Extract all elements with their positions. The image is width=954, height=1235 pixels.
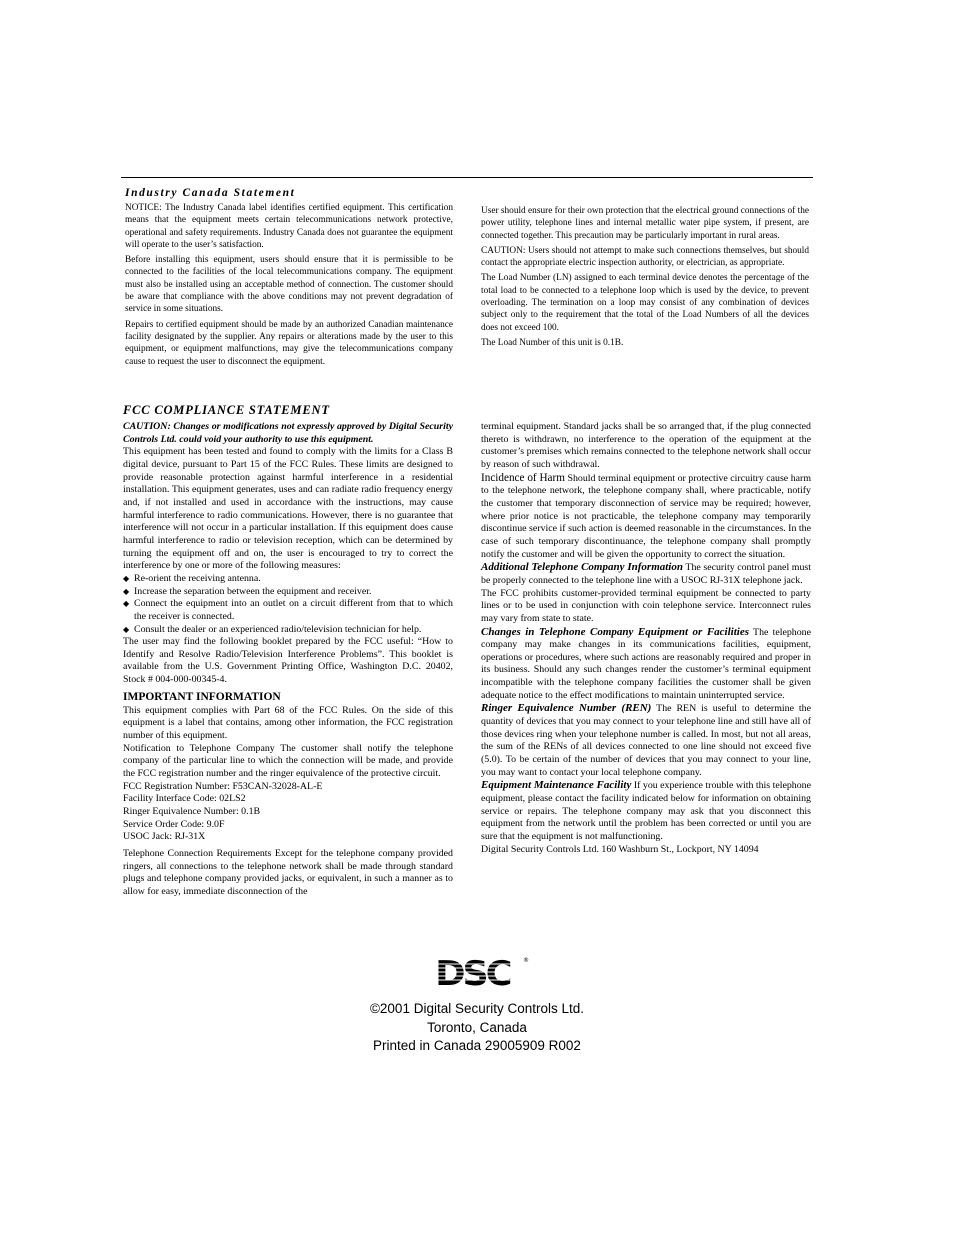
diamond-bullet-icon: ◆ (123, 624, 130, 634)
ic-paragraph: CAUTION: Users should not attempt to make such connections themselves, but should contact the appropriate electric inspection authority, or electrician, as appropriate. (481, 245, 809, 269)
fcc-caution: CAUTION: Changes or modifications not expressly approved by Digital Security Controls Ltd. could void your authority to use this equipment. (123, 421, 453, 445)
spec-line: USOC Jack: RJ-31X (123, 831, 206, 843)
connection-requirements-continued: terminal equipment. Standard jacks shall be so arranged that, if the plug connected thereto is withdrawn, no interference to the operation of the equipment at the customer’s premises which remains connected to the telephone network shall occur by reason of such withdrawal. (481, 421, 811, 470)
ic-paragraph: The Load Number (LN) assigned to each terminal device denotes the percentage of the total load to be connected to a telephone loop which is used by the device, to prevent overloading. The termination on a loop may consist of any combination of devices subject only to the requirement that the total of the Load Numbers of all the devices does not exceed 100. (481, 273, 809, 333)
location-line: Toronto, Canada (427, 1019, 527, 1035)
diamond-bullet-icon: ◆ (123, 599, 130, 609)
measures-list (123, 573, 453, 636)
additional-info-paragraph: Additional Telephone Company Information The security control panel must be properly connected to the telephone line with a USOC RJ-31X telephone jack. (481, 561, 811, 586)
address-line: Digital Security Controls Ltd. 160 Washburn St., Lockport, NY 14094 (481, 843, 759, 855)
ic-paragraph: Repairs to certified equipment should be made by an authorized Canadian maintenance facility designated by the supplier. Any repairs or alterations made by the user to this equipment, or equipment malfunctions, may give the telecommunications company cause to request the user to disconnect the equipment. (125, 319, 453, 367)
list-item: ◆ Increase the separation between the equipment and receiver. (123, 585, 372, 597)
additional-info-title: Additional Telephone Company Information (481, 561, 683, 574)
changes-paragraph: Changes in Telephone Company Equipment or Facilities The telephone company may make changes in its communications facilities, equipment, operations or procedures, where such actions are reasonably required and proper in its business. Should any such changes render the customer’s terminal equipment incompatible with the telephone company facilities the customer shall be given adequate notice to the effect modifications to maintain uninterrupted service. (481, 625, 811, 701)
fcc-booklet: The user may find the following booklet prepared by the FCC useful: “How to Identify and Resolve Radio/Television Interference Problems”. This booklet is available from the U.S. Government Printing Office, Washington D.C. 20402, Stock # 004-000-00345-4. (123, 636, 453, 686)
industry-canada-left-column (125, 187, 453, 371)
list-item: ◆ Re-orient the receiving antenna. (123, 572, 261, 584)
ic-paragraph: Before installing this equipment, users should ensure that it is permissible to be connected to the facilities of the local telecommunications company. The equipment must also be installed using an acceptable method of connection. The customer should be aware that compliance with the above conditions may not prevent degradation of service in some situations. (125, 255, 453, 315)
list-item: ◆ Consult the dealer or an experienced radio/television technician for help. (123, 623, 422, 635)
logo-text: DSC (435, 954, 510, 990)
ic-paragraph: The Load Number of this unit is 0.1B. (481, 337, 624, 348)
diamond-bullet-icon: ◆ (123, 586, 130, 596)
connection-requirements-paragraph: Telephone Connection Requirements Except for the telephone company provided ringers, all connections to the telephone network shall be made through standard plugs and telephone company provided jacks, or equivalent, in such a manner as to allow for easy, immediate disconnection of the (123, 848, 453, 897)
diamond-bullet-icon: ◆ (123, 573, 130, 583)
industry-canada-heading: Industry Canada Statement (125, 187, 296, 199)
fcc-right-column (481, 421, 811, 856)
incidence-of-harm-paragraph: Incidence of Harm Should terminal equipment or protective circuitry cause harm to the telephone network, the telephone company shall, where practicable, notify the customer that temporary disconnection of service may be required; however, where prior notice is not practicable, the telephone company may temporarily discontinue service if such action is deemed reasonable in the circumstances. In the case of such temporary discontinuance, the telephone company shall promptly notify the customer and will be given the opportunity to correct the situation. (481, 471, 811, 560)
changes-title: Changes in Telephone Company Equipment or Facilities (481, 625, 749, 638)
copyright-line: ©2001 Digital Security Controls Ltd. (369, 1001, 585, 1016)
spec-line: FCC Registration Number: F53CAN-32028-AL-E (123, 780, 323, 792)
fcc-intro: This equipment has been tested and found to comply with the limits for a Class B digital device, pursuant to Part 15 of the FCC Rules. These limits are designed to provide reasonable protection against harmful interference in a residential installation. This equipment generates, uses and can radiate radio frequency energy and, if not installed and used in accordance with the instructions, may cause harmful interference to radio communications. However, there is no guarantee that interference will not occur in a particular installation. If this equipment does cause harmful interference to radio or television reception, which can be determined by turning the equipment off and on, the user is encouraged to try to correct the interference by one or more of the following measures: (123, 446, 453, 572)
maintenance-title: Equipment Maintenance Facility (481, 779, 632, 792)
printed-line: Printed in Canada 29005909 R002 (373, 1038, 581, 1053)
spec-line: Facility Interface Code: 02LS2 (123, 793, 246, 805)
footer (0, 1000, 954, 1056)
notification-paragraph: Notification to Telephone Company The customer shall notify the telephone company of the particular line to which the connection will be made, and provide the FCC registration number and the ringer equivalence of the protective circuit. (123, 742, 453, 780)
top-rule (121, 177, 813, 178)
ren-paragraph: Ringer Equivalence Number (REN) The REN is useful to determine the quantity of devices that you may connect to your telephone line and still have all of those devices ring when your telephone number is called. In most, but not all areas, the sum of the RENs of all devices connected to one line should not exceed five (5.0). To be certain of the number of devices that you may connect to your line, you may want to contact your local telephone company. (481, 702, 811, 778)
spec-line: Ringer Equivalence Number: 0.1B (123, 806, 261, 818)
industry-canada-right-column (481, 205, 809, 352)
ic-paragraph: NOTICE: The Industry Canada label identifies certified equipment. This certification means that the equipment meets certain telecommunications network protective, operational and safety requirements. Industry Canada does not guarantee the equipment will operate to the user’s satisfaction. (125, 203, 453, 250)
ren-title: Ringer Equivalence Number (REN) (481, 702, 652, 715)
important-information-heading: IMPORTANT INFORMATION (123, 690, 281, 703)
ic-paragraph: User should ensure for their own protection that the electrical ground connections of the power utility, telephone lines and internal metallic water pipe system, if present, are connected together. This precaution may be particularly important in rural areas. (481, 206, 809, 241)
prohibits-paragraph: The FCC prohibits customer-provided terminal equipment be connected to party lines or to be used in conjunction with coin telephone service. Interconnect rules may vary from state to state. (481, 587, 811, 624)
incidence-of-harm-title: Incidence of Harm (481, 471, 565, 484)
registered-mark: ® (523, 957, 529, 964)
fcc-heading: FCC COMPLIANCE STATEMENT (123, 403, 330, 417)
fcc-left-column (123, 421, 453, 899)
dsc-logo (433, 954, 529, 990)
maintenance-paragraph: Equipment Maintenance Facility If you experience trouble with this telephone equipment, please contact the facility indicated below for information on obtaining service or repairs. The telephone company may ask that you disconnect this equipment from the network until the problem has been corrected or until you are sure that the equipment is not malfunctioning. (481, 779, 812, 842)
list-item: ◆ Connect the equipment into an outlet on a circuit different from that to which the receiver is connected. (123, 598, 453, 622)
important-paragraph: This equipment complies with Part 68 of the FCC Rules. On the side of this equipment is a label that contains, among other information, the FCC registration number of this equipment. (123, 704, 453, 742)
spec-line: Service Order Code: 9.0F (123, 818, 225, 830)
